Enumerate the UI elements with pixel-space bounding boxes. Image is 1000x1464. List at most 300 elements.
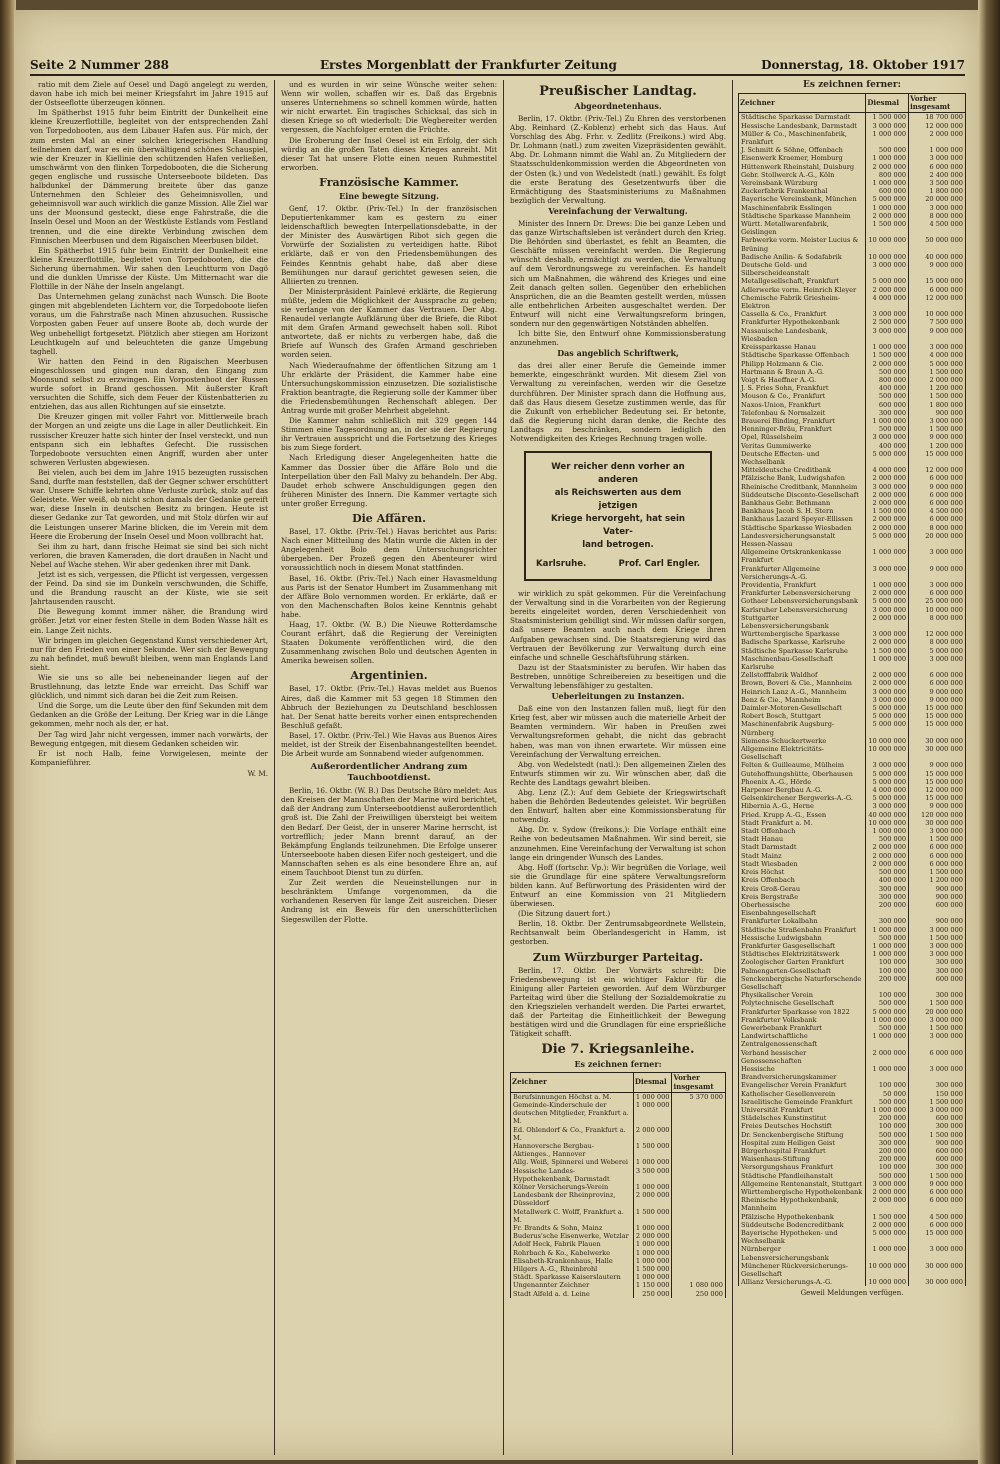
subscriber-name: Chemische Fabrik Griesheim-Elektron	[739, 294, 866, 310]
amount-cell: 10 000 000	[866, 236, 909, 252]
amount-cell: 1 500 000	[866, 1213, 909, 1221]
amount-cell: 2 000 000	[866, 474, 909, 482]
amount-cell: 4 000 000	[909, 351, 966, 359]
table-row	[739, 811, 966, 819]
table-row	[739, 679, 966, 687]
table-row	[739, 1278, 966, 1286]
table-row	[739, 236, 966, 252]
paragraph: Sei ihm zu hart, dann frische Heimat sie sind bei sich nicht verloren, die braven Kameraden, die dort draußen in Nacht und Nebel auf Wache stehen. Wir aber gedenken ihrer mit Dank.	[30, 541, 268, 569]
subscriber-name: Städtische Pfandleihanstalt	[739, 1172, 866, 1180]
amount-cell: 8 000 000	[909, 212, 966, 220]
amount-cell: 400 000	[866, 876, 909, 884]
subscriber-name: Ed. Ohlendorf & Co., Frankfurt a. M.	[511, 1126, 634, 1142]
subscriber-name: Phoenix A.-G., Hörde	[739, 778, 866, 786]
table-row	[511, 1232, 726, 1240]
paragraph: Zur Zeit werden die Neueinstellungen nur in beschränktem Umfange vorgenommen, da die vorhandenen Reserven für lange Zeit ausreichen. Dieser Andrang ist ein Beweis für den unerschütterlichen Siegeswillen der Flotte.	[281, 878, 497, 924]
table-row	[511, 1240, 726, 1248]
amount-cell: 1 500 000	[909, 934, 966, 942]
article-body	[510, 704, 726, 918]
table-row	[739, 819, 966, 827]
article-continuation	[281, 80, 497, 172]
amount-cell: 2 000 000	[633, 1126, 672, 1142]
amount-cell: 300 000	[909, 967, 966, 975]
amount-cell: 1 800 000	[909, 187, 966, 195]
table-row	[739, 360, 966, 368]
section-heading: Französische Kammer.	[319, 175, 459, 189]
amount-cell	[672, 1101, 726, 1126]
table-row	[739, 1024, 966, 1032]
amount-cell: 1 000 000	[866, 417, 909, 425]
amount-cell: 200 000	[866, 1155, 909, 1163]
table-row	[739, 1262, 966, 1278]
subscriber-name: Robert Bosch, Stuttgart	[739, 712, 866, 720]
table-row	[739, 565, 966, 581]
amount-cell: 900 000	[909, 409, 966, 417]
table-row	[739, 368, 966, 376]
table-row	[739, 885, 966, 893]
amount-cell: 5 000 000	[866, 770, 909, 778]
amount-cell: 1 500 000	[909, 368, 966, 376]
subscriber-name: J. S. Fries Sohn, Frankfurt	[739, 384, 866, 392]
amount-cell: 3 000 000	[909, 655, 966, 671]
subscriber-name: Oberhessische Eisenbahngesellschaft	[739, 901, 866, 917]
subscriber-name: Deutsche Gold- und Silberscheideanstalt	[739, 261, 866, 277]
amount-cell: 4 500 000	[909, 507, 966, 515]
subscriber-name: Freies Deutsches Hochstift	[739, 1122, 866, 1130]
amount-cell: 3 000 000	[909, 950, 966, 958]
subscriber-name: Bürgerhospital Frankfurt	[739, 1147, 866, 1155]
amount-cell: 1 000 000	[866, 1016, 909, 1024]
table-row	[739, 975, 966, 991]
table-row	[739, 327, 966, 343]
table-row	[739, 1172, 966, 1180]
subscriber-name: Zellstofffabrik Waldhof	[739, 671, 866, 679]
subscriber-name: Adlerwerke vorm. Heinrich Kleyer	[739, 286, 866, 294]
amount-cell: 5 000 000	[866, 794, 909, 802]
amount-cell: 1 000 000	[866, 154, 909, 162]
table-row	[739, 204, 966, 212]
subscriber-name: Vereinsbank Würzburg	[739, 179, 866, 187]
subscriber-name: Eisenwerk Kraemer, Homburg	[739, 154, 866, 162]
paragraph: das drei aller einer Berufe die Gemeinde immer bemerkte, eingeschränkt wurden. Mit diesem Ziel von Verwaltung zu vereinfachen, werden wir die Gesetze durchführen. Der Minister sprach dann die Hoffnung aus, daß das Haus diesem Gesetze zustimmen werde, das für die Zukunft von erheblicher Bedeutung sei. Er betonte, daß die Regierung nicht daran denke, die Rechte des Landtags zu beschränken, sondern lediglich den Notwendigkeiten des Krieges Rechnung tragen wolle.	[510, 361, 726, 443]
table-row	[739, 761, 966, 769]
notice-line: als Reichswerten aus dem jetzigen	[554, 488, 682, 512]
amount-cell: 10 000 000	[909, 606, 966, 614]
subscriber-name: Hibernia A.-G., Herne	[739, 802, 866, 810]
subscriber-name: Gutehoffnungshütte, Oberhausen	[739, 770, 866, 778]
table-row	[739, 778, 966, 786]
table-row	[739, 1213, 966, 1221]
subscriber-name: Hüttenwerk Rheinstahl, Duisburg	[739, 163, 866, 171]
amount-cell: 1 000 000	[633, 1158, 672, 1166]
amount-cell	[672, 1249, 726, 1257]
subscriber-name: Brown, Boveri & Cie., Mannheim	[739, 679, 866, 687]
subscriber-name: Kreis Bergstraße	[739, 893, 866, 901]
table-row	[739, 253, 966, 261]
section-subheading: Das angeblich Schriftwerk,	[557, 348, 679, 359]
table-row	[739, 671, 966, 679]
table-row	[511, 1158, 726, 1166]
amount-cell: 2 000 000	[866, 843, 909, 851]
amount-cell: 600 000	[909, 1114, 966, 1122]
amount-cell: 1 500 000	[866, 351, 909, 359]
subscriber-name: Opel, Rüsselsheim	[739, 433, 866, 441]
amount-cell: 1 500 000	[866, 647, 909, 655]
subscriber-name: Städtische Sparkasse Mannheim	[739, 212, 866, 220]
subscriber-name: Hannoversche Bergbau-Aktienges., Hannover	[511, 1142, 634, 1158]
table-row	[739, 934, 966, 942]
table-row	[739, 187, 966, 195]
paragraph: Abg. Lenz (Z.): Auf dem Gebiete der Kriegswirtschaft haben die Behörden Bedeutendes geleistet. Wir begrüßen den Entwurf, halten aber eine Kommissionsberatung für notwendig.	[510, 787, 726, 825]
paragraph: und es wurden in wir seine Wünsche weiter sehen: Wenn wir wollen, schaffen wir es. Daß das Ergebnis unseres Unternehmens so schnell kommen würde, hatten wir nicht erwartet. Ein tragisches Schicksal, das sich in diesen Kriege so oft wiederholt: Die Wegbereiter werden vergessen, die Nachfolger ernten die Früchte.	[281, 80, 497, 135]
table-row	[739, 425, 966, 433]
subscriber-name: Waisenhaus-Stiftung	[739, 1155, 866, 1163]
subscriber-name: Dr. Senckenbergische Stiftung	[739, 1131, 866, 1139]
subscriber-name: Gelsenkirchener Bergwerks-A.-G.	[739, 794, 866, 802]
table-row	[739, 442, 966, 450]
subscriber-name: Heinrich Lanz A.-G., Mannheim	[739, 688, 866, 696]
article-body	[281, 684, 497, 758]
article-body	[510, 589, 726, 690]
section-heading: Außerordentlicher Andrang zum Tauchbootdienst.	[310, 762, 468, 784]
table-row	[739, 310, 966, 318]
subscriber-name: Deutsche Effecten- und Wechselbank	[739, 450, 866, 466]
table-row	[739, 515, 966, 523]
amount-cell	[672, 1265, 726, 1273]
section-heading: Zum Würzburger Parteitag.	[532, 950, 704, 964]
paragraph: Abg. Hoff (fortschr. Vp.): Wir begrüßen die Vorlage, weil sie die Grundlage für eine spätere Verwaltungsreform bilden kann. Auf Befürwortung des Präsidenten wird der Entwurf an eine Kommission von 21 Mitgliedern überwiesen.	[510, 862, 726, 909]
amount-cell: 40 000 000	[866, 811, 909, 819]
amount-cell: 50 000 000	[909, 236, 966, 252]
amount-cell	[672, 1158, 726, 1166]
amount-cell: 300 000	[909, 1163, 966, 1171]
amount-cell: 1 000 000	[866, 179, 909, 187]
table-row	[739, 1016, 966, 1024]
article-body	[281, 786, 497, 923]
table-row	[739, 926, 966, 934]
amount-cell: 100 000	[866, 1163, 909, 1171]
subscriber-name: Gothaer Lebensversicherungsbank	[739, 597, 866, 605]
article-body	[510, 114, 726, 205]
amount-cell: 3 000 000	[866, 327, 909, 343]
amount-cell: 1 000 000	[866, 548, 909, 564]
amount-cell: 1 000 000	[633, 1240, 672, 1248]
amount-cell: 1 000 000	[633, 1183, 672, 1191]
table-row	[511, 1183, 726, 1191]
amount-cell: 5 000 000	[866, 704, 909, 712]
amount-cell: 1 500 000	[866, 220, 909, 236]
column-3	[510, 80, 726, 1452]
subscriber-name: Veritas Gummiwerke	[739, 442, 866, 450]
amount-cell: 1 500 000	[633, 1265, 672, 1273]
amount-cell: 2 000 000	[866, 589, 909, 597]
amount-cell: 7 500 000	[909, 318, 966, 326]
notice-line: Wer reicher denn vorher an anderen	[551, 462, 685, 486]
table-row	[739, 647, 966, 655]
amount-cell: 3 000 000	[909, 204, 966, 212]
table-row	[739, 655, 966, 671]
table-row	[739, 1008, 966, 1016]
amount-cell: 300 000	[866, 1139, 909, 1147]
table-row	[739, 1229, 966, 1245]
amount-cell: 600 000	[909, 1147, 966, 1155]
subscriber-name: J. Schmitt & Söhne, Offenbach	[739, 146, 866, 154]
amount-cell: 30 000 000	[909, 737, 966, 745]
table-row	[739, 507, 966, 515]
subscriber-name: Zoologischer Garten Frankfurt	[739, 958, 866, 966]
amount-cell: 300 000	[866, 893, 909, 901]
amount-cell: 1 500 000	[633, 1142, 672, 1158]
amount-cell: 4 500 000	[909, 1213, 966, 1221]
amount-cell: 1 000 000	[866, 1032, 909, 1048]
amount-cell: 15 000 000	[909, 770, 966, 778]
subscriber-name: Farbwerke vorm. Meister Lucius & Brüning	[739, 236, 866, 252]
notice-text	[536, 461, 700, 552]
amount-cell: 6 000 000	[909, 515, 966, 523]
column-2	[281, 80, 497, 1452]
amount-cell: 4 000 000	[866, 294, 909, 310]
subscriber-name: Hessische Landesbank, Darmstadt	[739, 122, 866, 130]
table-row	[739, 1131, 966, 1139]
amount-cell: 200 000	[866, 901, 909, 917]
amount-cell: 30 000 000	[909, 1278, 966, 1286]
amount-cell: 8 000 000	[909, 614, 966, 630]
subscriber-name: Rohrbach & Ko., Kabelwerke	[511, 1249, 634, 1257]
table-row	[739, 286, 966, 294]
table-row	[739, 1106, 966, 1114]
subscriber-name: Bankhaus Jacob S. H. Stern	[739, 507, 866, 515]
subscriber-name: Münchener Rückversicherungs-Gesellschaft	[739, 1262, 866, 1278]
amount-cell: 2 000 000	[909, 130, 966, 146]
subscriber-name: Frankfurter Lebensversicherung	[739, 589, 866, 597]
table-row	[739, 630, 966, 638]
amount-cell: 800 000	[866, 376, 909, 384]
table-row	[511, 1273, 726, 1281]
subscriber-name: Hessische Ludwigsbahn	[739, 934, 866, 942]
amount-cell: 2 000 000	[866, 163, 909, 171]
subscriber-name: Physikalischer Verein	[739, 991, 866, 999]
amount-cell: 300 000	[866, 917, 909, 925]
paragraph: Berlin, 17. Oktbr. (Priv.-Tel.) Zu Ehren des verstorbenen Abg. Reinhard (Z.-Koblenz) erhebt sich das Haus. Auf Vorschlag des Abg. Frhr. v. Zedlitz (Freikons.) wird Abg. Dr. Lohmann (natl.) zum zweiten Vizepräsidenten gewählt. Abg. Dr. Lohmann nimmt die Wahl an. Zu Mitgliedern der Staatsschuldenkommission werden die Abgeordneten von der Osten (k.) und von Wedelstedt (natl.) gewählt. Es folgt die erste Beratung des Gesetzentwurfs über die Ermächtigung des Staatsministeriums zu Maßnahmen bezüglich der Verwaltung.	[510, 114, 726, 205]
table-row	[739, 581, 966, 589]
subscriber-name: Frankfurter Gasgesellschaft	[739, 942, 866, 950]
amount-cell: 1 000 000	[633, 1249, 672, 1257]
subscriber-name: Siemens-Schuckertwerke	[739, 737, 866, 745]
table-row	[739, 1081, 966, 1089]
amount-cell: 4 500 000	[909, 220, 966, 236]
subscriber-name: Landesversicherungsanstalt Hessen-Nassau	[739, 532, 866, 548]
table-row	[739, 113, 966, 122]
amount-cell: 10 000 000	[909, 310, 966, 318]
amount-cell: 600 000	[909, 1155, 966, 1163]
amount-cell: 3 000 000	[909, 343, 966, 351]
subscriber-name: Frankfurter Lokalbahn	[739, 917, 866, 925]
amount-cell: 900 000	[909, 1139, 966, 1147]
amount-cell: 3 000 000	[909, 1016, 966, 1024]
table-row	[739, 318, 966, 326]
amount-cell: 6 000 000	[909, 286, 966, 294]
amount-cell: 1 000 000	[866, 655, 909, 671]
amount-cell: 800 000	[866, 171, 909, 179]
amount-cell: 400 000	[866, 384, 909, 392]
table-row	[739, 950, 966, 958]
amount-cell: 6 000 000	[909, 491, 966, 499]
subscriber-name: Bankhaus Gebr. Bethmann	[739, 499, 866, 507]
amount-cell: 2 000 000	[633, 1191, 672, 1207]
amount-cell: 250 000	[633, 1290, 672, 1298]
subscriber-name: Fried. Krupp A.-G., Essen	[739, 811, 866, 819]
subscriber-name: Naxos-Union, Frankfurt	[739, 401, 866, 409]
notice-author: Prof. Carl Engler.	[618, 559, 700, 570]
subscriber-name: Nürnberger Lebensversicherungsbank	[739, 1245, 866, 1261]
subscriber-name: Stadt Hanau	[739, 835, 866, 843]
amount-cell: 10 000 000	[866, 745, 909, 761]
amount-cell: 9 000 000	[909, 688, 966, 696]
amount-cell: 25 000 000	[909, 597, 966, 605]
amount-cell: 3 000 000	[866, 1180, 909, 1188]
amount-cell: 6 000 000	[909, 163, 966, 171]
subscriber-name: Stadt Darmstadt	[739, 843, 866, 851]
table-row	[739, 343, 966, 351]
subscriber-name: Felten & Guilleaume, Mülheim	[739, 761, 866, 769]
column-header: Diesmal	[866, 94, 909, 113]
subscriber-name: Verband hessischer Genossenschaften	[739, 1049, 866, 1065]
subscriber-name: Städelsches Kunstinstitut	[739, 1114, 866, 1122]
amount-cell: 1 500 000	[909, 1131, 966, 1139]
subscriber-name: Städtische Straßenbahn Frankfurt	[739, 926, 866, 934]
amount-cell: 2 000 000	[866, 860, 909, 868]
paragraph: Der Ministerpräsident Painlevé erklärte, die Regierung müßte, jedem die Möglichkeit der Aussprache zu geben; sie verlange von der Kammer das Vertrauen. Der Abg. Renaudel verlangte Aufklärung über die Briefe, die Ribot mit dem Grafen Armand gewechselt haben soll. Ribot antwortete, daß er nichts zu verbergen habe, daß die Briefe auf Wunsch des Grafen Armand geschrieben worden seien.	[281, 286, 497, 360]
amount-cell: 2 000 000	[866, 491, 909, 499]
amount-cell: 1 500 000	[909, 835, 966, 843]
paragraph: wir wirklich zu spät gekommen. Für die Vereinfachung der Verwaltung sind in die Vorarbeiten von der Regierung bereits eingeleitet worden, deren Verschiedenheit von Staatsministerium gebilligt sind. Wir müssen dafür sorgen, daß unsere Beamten auch nach dem Kriege ihren Aufgaben gewachsen sind. Die Staatsregierung wird das Vertrauen der Bevölkerung zur Verwaltung durch eine einfache und schnelle Geschäftsführung stärken.	[510, 589, 726, 662]
subscriber-name: Fr. Brandts & Sohn, Mainz	[511, 1224, 634, 1232]
amount-cell: 6 000 000	[909, 1221, 966, 1229]
amount-cell: 120 000 000	[909, 811, 966, 819]
paragraph: Basel, 17. Oktbr. (Priv.-Tel.) Havas berichtet aus Paris: Nach einer Mitteilung des Matin wurde die Akten in der Angelegenheit Bolo dem Untersuchungsrichter übergeben. Der Prozeß gegen den Abenteurer wird voraussichtlich noch in diesem Monat stattfinden.	[281, 527, 497, 573]
table-row	[739, 1098, 966, 1106]
amount-cell: 2 000 000	[866, 679, 909, 687]
amount-cell: 18 700 000	[909, 113, 966, 122]
amount-cell: 4 000 000	[866, 466, 909, 474]
amount-cell: 3 000 000	[909, 548, 966, 564]
table-row	[739, 1122, 966, 1130]
amount-cell: 300 000	[866, 409, 909, 417]
amount-cell: 1 000 000	[866, 827, 909, 835]
amount-cell: 300 000	[909, 1122, 966, 1130]
amount-cell: 1 500 000	[909, 392, 966, 400]
subscriber-name: Zuckerfabrik Frankenthal	[739, 187, 866, 195]
table-row	[511, 1249, 726, 1257]
subscriber-name: Städt. Sparkasse Kaiserslautern	[511, 1273, 634, 1281]
paragraph: Wir hatten den Feind in den Rigaischen Meerbusen eingeschlossen und gingen nun daran, den Eingang zum Moonsund selbst zu erzwingen. Ein Vorpostenboot der Russen wurde sofort in Brand geschossen. Mit äußerster Kraft versuchten die Schiffe, sich dem Feuer der Küstenbatterien zu entziehen, das aus allen Richtungen auf sie einsetzte.	[30, 356, 268, 412]
paragraph: Im Spätherbst 1915 fuhr beim Eintritt der Dunkelheit eine kleine Kreuzerflottille, begleitet von der entsprechenden Zahl von Torpedobooten, aus dem Libauer Hafen aus. Für mich, der zum ersten Mal an einer solchen kriegerischen Handlung teilnehmen darf, war es ein überwältigend schönes Schauspiel, wie der Kreuzer in Kiellinie den schützenden Hafen verließen, umschwärmt von den flinken Torpedobooten, die die Sicherung gegen englische und russische Unterseeboote bildeten. Das halbdunkel der Dämmerung breitete über das ganze Unternehmen den Schleier des Geheimnisvollen, und geheimnisvoll war auch wirklich die ganze Mission. Alle Ziel war uns der Moonsund gesteckt, diese enge Fahrstraße, die die Inseln Oesel und Moon an der Westküste Estlands vom Festland trennen, und die eine direkte Verbindung zwischen dem Finnischen Meerbusen und dem Rigaischen Meerbusen bildet.	[30, 108, 268, 245]
article-body	[510, 219, 726, 347]
subscriber-name: Hessische Landes-Hypothekenbank, Darmstadt	[511, 1167, 634, 1183]
subscriber-name: Bayerische Hypotheken- und Wechselbank	[739, 1229, 866, 1245]
amount-cell: 5 000 000	[866, 195, 909, 203]
table-row	[739, 483, 966, 491]
paragraph: Haag, 17. Oktbr. (W. B.) Die Nieuwe Rotterdamsche Courant erfährt, daß die Regierung der Vereinigten Staaten Dokumente veröffentlichen wird, die den Zusammenhang zwischen Bolo und deutschen Agenten in Amerika beweisen sollen.	[281, 619, 497, 666]
table-row	[739, 261, 966, 277]
table-row	[739, 450, 966, 466]
subscriber-name: Städtische Sparkasse Karlsruhe	[739, 647, 866, 655]
table-row	[739, 942, 966, 950]
table-row	[739, 876, 966, 884]
subscriber-name: Stadt Mainz	[739, 852, 866, 860]
subscriber-name: Städtische Sparkasse Darmstadt	[739, 113, 866, 122]
subscriber-name: Maschinenbau-Gesellschaft Karlsruhe	[739, 655, 866, 671]
subscriber-name: Daimler-Motoren-Gesellschaft	[739, 704, 866, 712]
subscriber-name: Metallwerk C. Wolff, Frankfurt a. M.	[511, 1208, 634, 1224]
paragraph: ratio mit dem Ziele auf Oesel und Dagö angelegt zu werden, davon habe ich mich bei meiner Kriegsfahrt im Jahre 1915 auf der Ostseeflotte überzeugen können.	[30, 80, 268, 108]
column-header: Diesmal	[633, 1073, 672, 1092]
amount-cell: 900 000	[909, 893, 966, 901]
table-row	[511, 1290, 726, 1298]
subscriber-name: Badische Sparkasse, Karlsruhe	[739, 638, 866, 646]
amount-cell: 5 000 000	[866, 277, 909, 285]
table-row	[511, 1142, 726, 1158]
amount-cell: 250 000	[672, 1290, 726, 1298]
amount-cell: 1 000 000	[633, 1273, 672, 1281]
amount-cell: 1 000 000	[633, 1101, 672, 1126]
table-row	[739, 1049, 966, 1065]
amount-cell: 3 000 000	[909, 1032, 966, 1048]
amount-cell: 50 000	[866, 1090, 909, 1098]
amount-cell	[672, 1126, 726, 1142]
amount-cell: 20 000 000	[909, 532, 966, 548]
column-header: Vorher insgesamt	[909, 94, 966, 113]
amount-cell: 100 000	[866, 967, 909, 975]
amount-cell: 1 000 000	[866, 130, 909, 146]
amount-cell: 9 000 000	[909, 433, 966, 441]
table-row	[739, 409, 966, 417]
amount-cell: 8 000 000	[909, 638, 966, 646]
paragraph: (Die Sitzung dauert fort.)	[518, 909, 611, 919]
amount-cell: 5 000 000	[866, 597, 909, 605]
amount-cell: 1 500 000	[909, 425, 966, 433]
amount-cell: 6 000 000	[909, 679, 966, 687]
amount-cell: 2 000 000	[866, 614, 909, 630]
paragraph: Wie sie uns so alle bei nebeneinander liegen auf der Brustlehnung, das letzte Ende war erreicht. Das Schiff war glücklich, und nimmt sich daran bei die Zeit zum Reisen.	[30, 673, 268, 701]
amount-cell: 1 500 000	[909, 1024, 966, 1032]
amount-cell: 3 000 000	[909, 827, 966, 835]
subscriber-name: Landwirtschaftliche Zentralgenossenschaft	[739, 1032, 866, 1048]
table-row	[511, 1092, 726, 1101]
subscriber-name: Palmengarten-Gesellschaft	[739, 967, 866, 975]
news-item: Berlin, 18. Oktbr. Der Zentrumsabgeordnete Wellstein, Rechtsanwalt beim Oberlandesgericht in Hamm, ist gestorben.	[510, 919, 726, 947]
subscriber-name: Bayerische Vereinsbank, München	[739, 195, 866, 203]
table-row	[739, 991, 966, 999]
amount-cell: 3 000 000	[909, 154, 966, 162]
subscriber-name: Buderus'sche Eisenwerke, Wetzlar	[511, 1232, 634, 1240]
table-row	[739, 163, 966, 171]
amount-cell: 40 000 000	[909, 253, 966, 261]
amount-cell: 150 000	[909, 1090, 966, 1098]
subscriber-name: Städtisches Elektrizitätswerk	[739, 950, 866, 958]
amount-cell: 9 000 000	[909, 696, 966, 704]
amount-cell: 2 000 000	[866, 671, 909, 679]
subscriber-name: Katholischer Gesellenverein	[739, 1090, 866, 1098]
table-row	[739, 802, 966, 810]
table-row	[739, 351, 966, 359]
amount-cell	[672, 1142, 726, 1158]
subscriber-name: Württembergische Sparkasse	[739, 630, 866, 638]
table-row	[739, 466, 966, 474]
subscriber-name: Israelitische Gemeinde Frankfurt	[739, 1098, 866, 1106]
paragraph: Das Unternehmen gelang zunächst nach Wunsch. Die Boote gingen mit abgeblendeten Lichtern vor, die Torpedoboote liefen voraus, um die Fahrstraße nach Minen abzusuchen. Russische Vorposten gaben Feuer auf unsere Boote ab, doch wurde der Weg unbehelligt fortgesetzt. Plötzlich aber stiegen am Horizont Leuchtkugeln auf und beleuchteten die ganze Umgebung taghell.	[30, 292, 268, 356]
table-row	[739, 589, 966, 597]
